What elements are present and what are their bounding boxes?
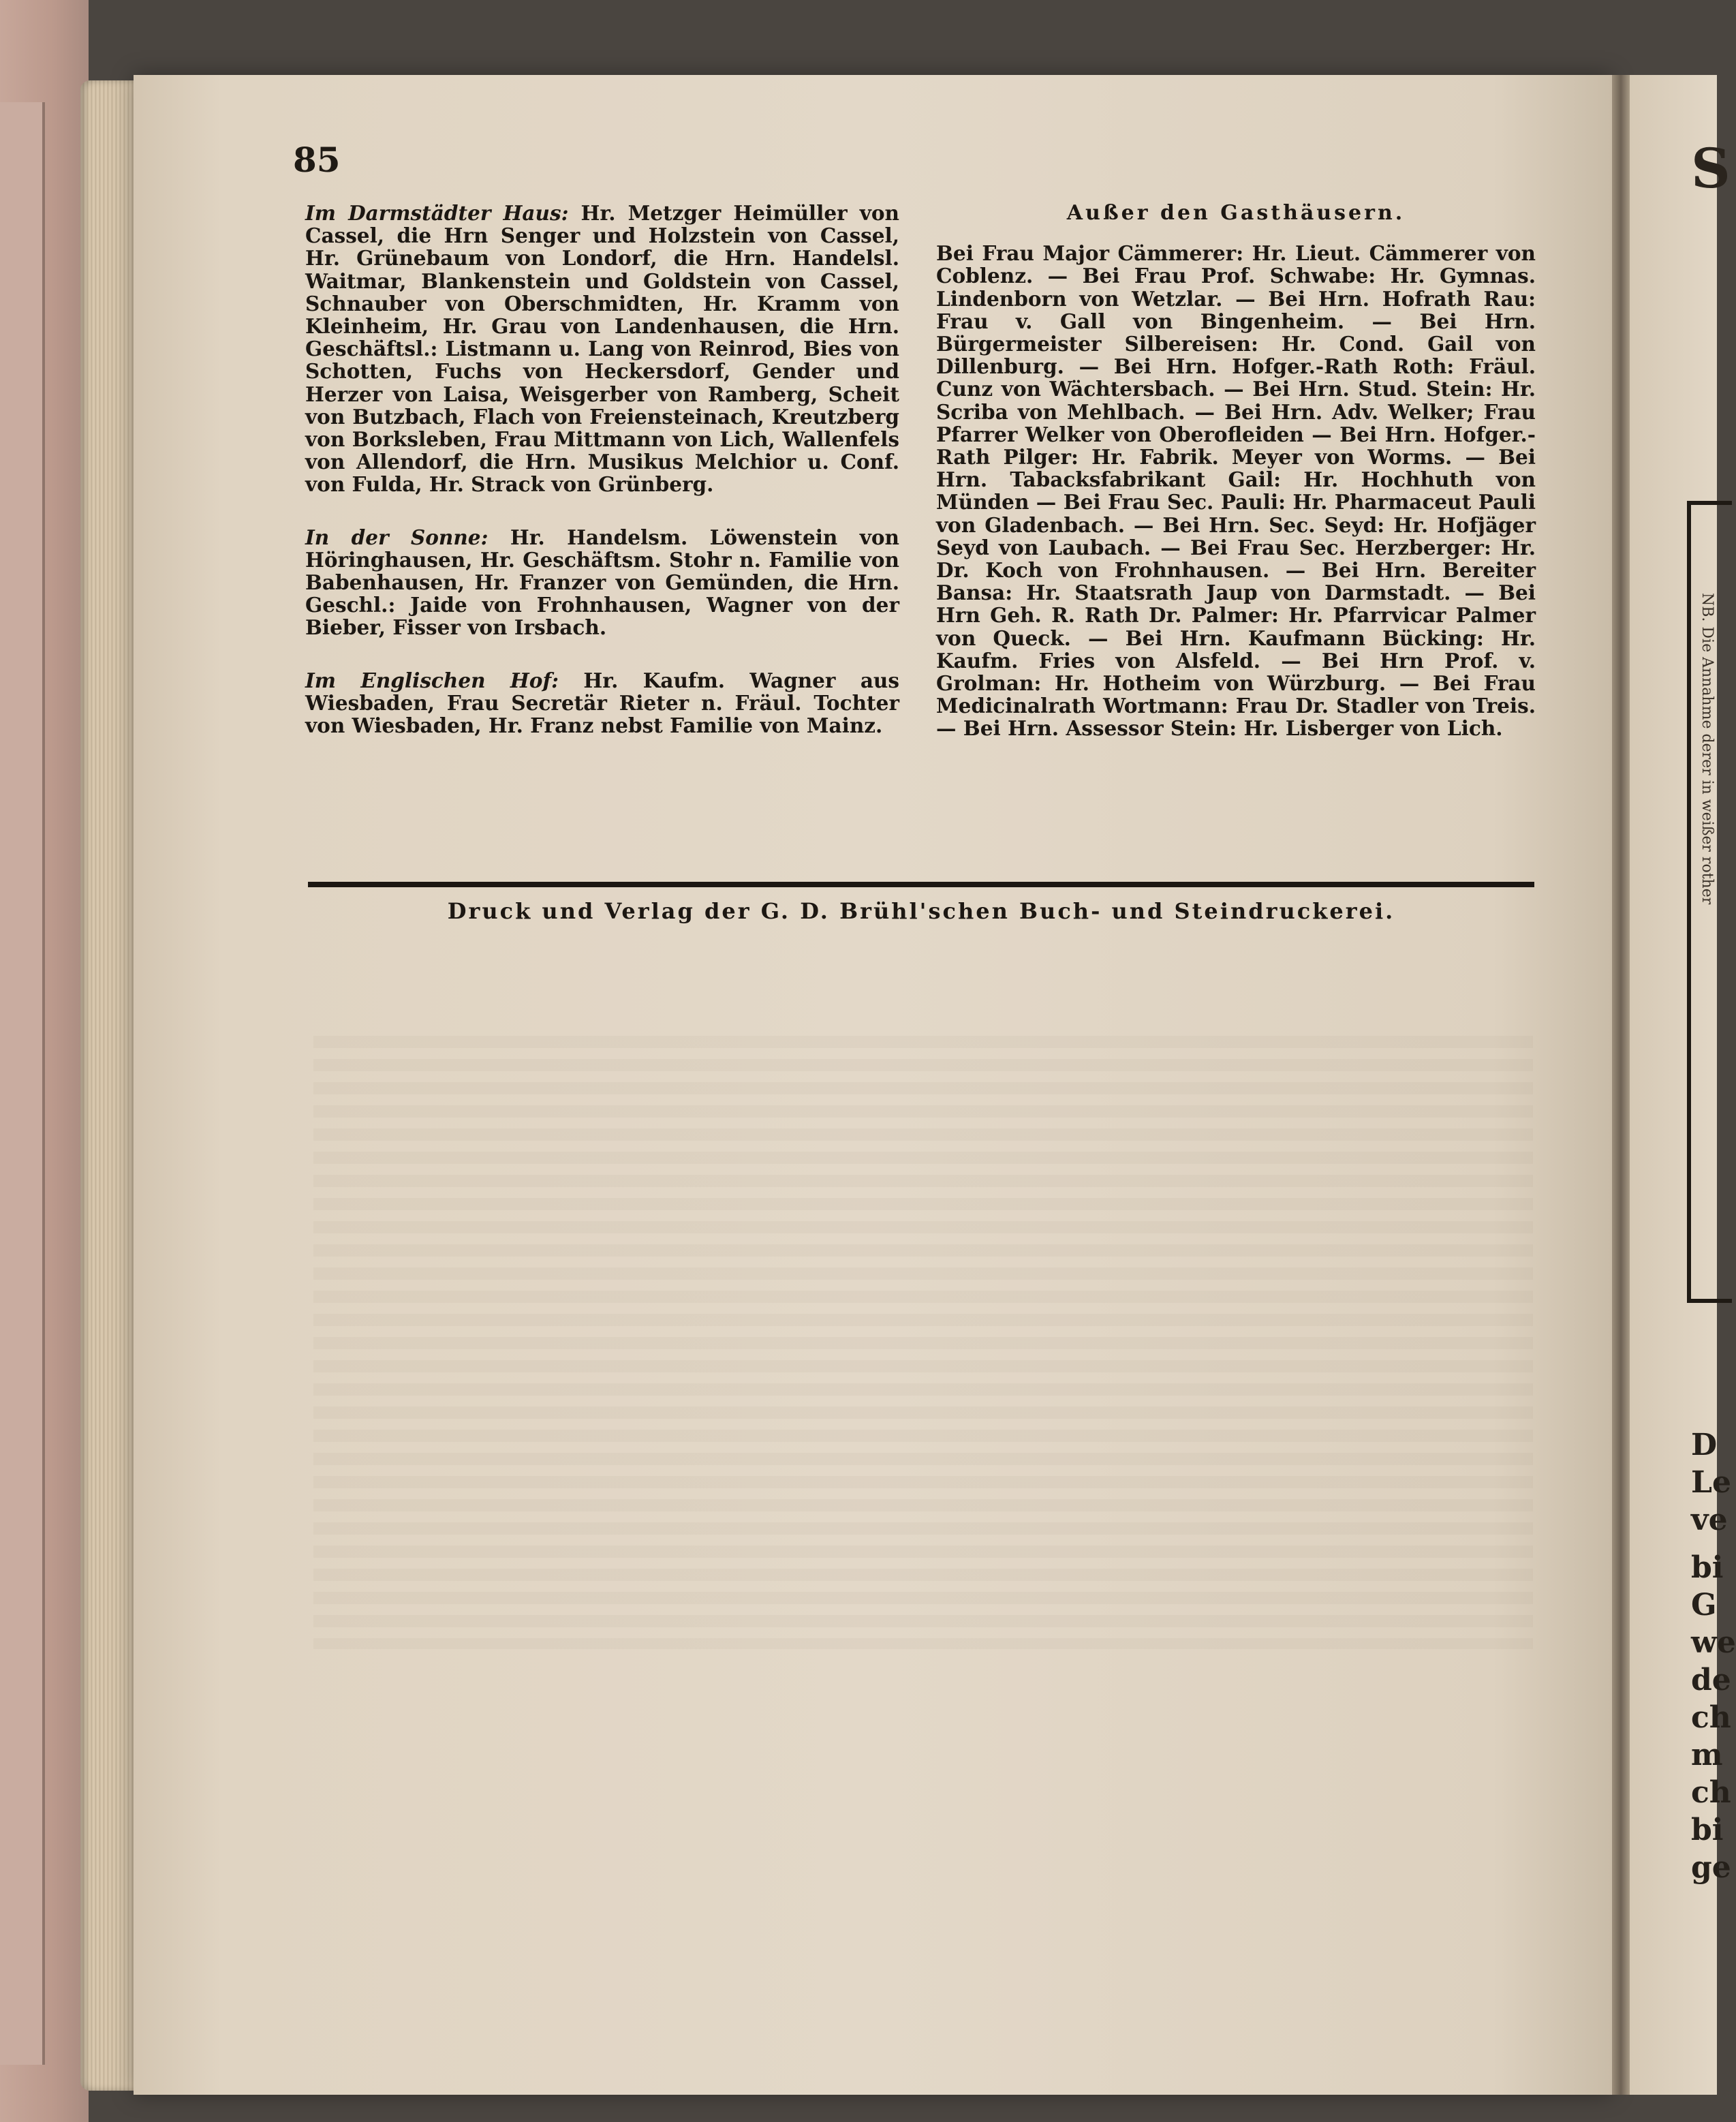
facing-page-title-fragment: S xyxy=(1691,136,1731,200)
facing-page-fragment-text: m xyxy=(1691,1738,1723,1772)
facing-page-fragment-text: bi xyxy=(1691,1813,1724,1847)
page-number: 85 xyxy=(293,140,341,180)
right-column-heading: Außer den Gasthäusern. xyxy=(1066,201,1406,225)
section-text: Hr. Metzger Heimüller von Cassel, die Hrn Senger und Holzstein von Cassel, Hr. Grünebaum von Londorf, die Hrn. Handelsl. Waitmar, Blankenstein und Goldstein von Cassel, Schnauber von Oberschmidten, Hr. Kramm von Kleinheim, Hr. Grau von Landenhausen, die Hrn. Geschäftsl.: Listmann u. Lang von Reinrod, Bies von Schotten, Fuchs von Heckersdorf, Gender und Herzer von Laisa, Weisgerber von Ramberg, Scheit von Butzbach, Flach von Freiensteinach, Kreutzberg von Borksleben, Frau Mittmann von Lich, Wallenfels von Allendorf, die Hrn. Musikus Melchior u. Conf. von Fulda, Hr. Strack von Grünberg. xyxy=(305,201,899,497)
book-cover-edge xyxy=(0,102,45,2065)
section-paragraph xyxy=(305,202,899,496)
section-paragraph xyxy=(305,526,899,639)
right-column xyxy=(936,202,1536,740)
right-column-text: Bei Frau Major Cämmerer: Hr. Lieut. Cämmerer von Coblenz. — Bei Frau Prof. Schwabe: Hr. Gymnas. Lindenborn von Wetzlar. — Bei Hrn. Hofrath Rau: Frau v. Gall von Bingenheim. — Bei Hrn. Bürgermeister Silbereisen: Hr. Cond. Gail von Dillenburg. — Bei Hrn. Hofger.-Rath Roth: Fräul. Cunz von Wächtersbach. — Bei Hrn. Stud. Stein: Hr. Scriba von Mehlbach. — Bei Hrn. Adv. Welker; Frau Pfarrer Welker von Oberofleiden — Bei Hrn. Hofger.-Rath Pilger: Hr. Fabrik. Meyer von Worms. — Bei Hrn. Tabacksfabrikant Gail: Hr. Hochhuth von Münden — Bei Frau Sec. Pauli: Hr. Pharmaceut Pauli von Gladenbach. — Bei Hrn. Sec. Seyd: Hr. Hofjäger Seyd von Laubach. — Bei Frau Sec. Herzberger: Hr. Dr. Koch von Frohnhausen. — Bei Hrn. Bereiter Bansa: Hr. Staatsrath Jaup von Darmstadt. — Bei Hrn Geh. R. Rath Dr. Palmer: Hr. Pfarrvicar Palmer von Queck. — Bei Hrn. Kaufmann Bücking: Hr. Kaufm. Fries von Alsfeld. — Bei Hrn Prof. v. Grolman: Hr. Hotheim von Würzburg. — Bei Frau Medicinalrath Wortmann: Frau Dr. Stadler von Treis. — Bei Hrn. Assessor Stein: Hr. Lisberger von Lich. xyxy=(936,241,1536,741)
bleed-through-texture xyxy=(313,1036,1533,1649)
section-lead: In der Sonne: xyxy=(305,525,489,549)
section-text: Hr. Kaufm. Wagner aus Wiesbaden, Frau Secretär Rieter n. Fräul. Tochter von Wiesbaden, Hr. Franz nebst Familie von Mainz. xyxy=(305,668,899,738)
page-stack-edge xyxy=(80,80,142,2091)
guest-list-section xyxy=(305,202,899,496)
book-gutter xyxy=(1612,75,1630,2095)
facing-page-fragment-text: we xyxy=(1691,1625,1736,1660)
facing-page-fragment-text: G xyxy=(1691,1588,1717,1623)
section-lead: Im Englischen Hof: xyxy=(305,668,559,692)
facing-page-fragment-text: bi xyxy=(1691,1550,1724,1585)
section-lead: Im Darmstädter Haus: xyxy=(305,201,569,225)
facing-page-fragment-text: D xyxy=(1691,1428,1718,1462)
section-paragraph xyxy=(305,669,899,737)
section-text: Hr. Handelsm. Löwenstein von Höringhausen, Hr. Geschäftsm. Stohr n. Familie von Babenhausen, Hr. Franzer von Gemünden, die Hrn. Geschl.: Jaide von Frohnhausen, Wagner von der Bieber, Fisser von Irsbach. xyxy=(305,525,900,640)
guest-list-section xyxy=(305,669,899,737)
facing-page-box-text: NB. Die Annahme derer in weißer rother xyxy=(1699,593,1716,905)
imprint-line: Druck und Verlag der G. D. Brühl'schen Buch- und Steindruckerei. xyxy=(447,898,1395,924)
horizontal-rule xyxy=(308,882,1534,887)
guest-list-section xyxy=(305,526,899,639)
facing-page-fragment-text: Le xyxy=(1691,1465,1731,1500)
facing-page-fragment-text: ch xyxy=(1691,1775,1731,1810)
facing-page-fragment xyxy=(1630,75,1736,2095)
facing-page-fragment-text: ve xyxy=(1691,1503,1728,1537)
left-column xyxy=(305,202,899,767)
facing-page-fragment-text: de xyxy=(1691,1663,1731,1697)
facing-page-fragment-text: ge xyxy=(1691,1850,1731,1885)
facing-page-fragment-text: ch xyxy=(1691,1700,1731,1735)
